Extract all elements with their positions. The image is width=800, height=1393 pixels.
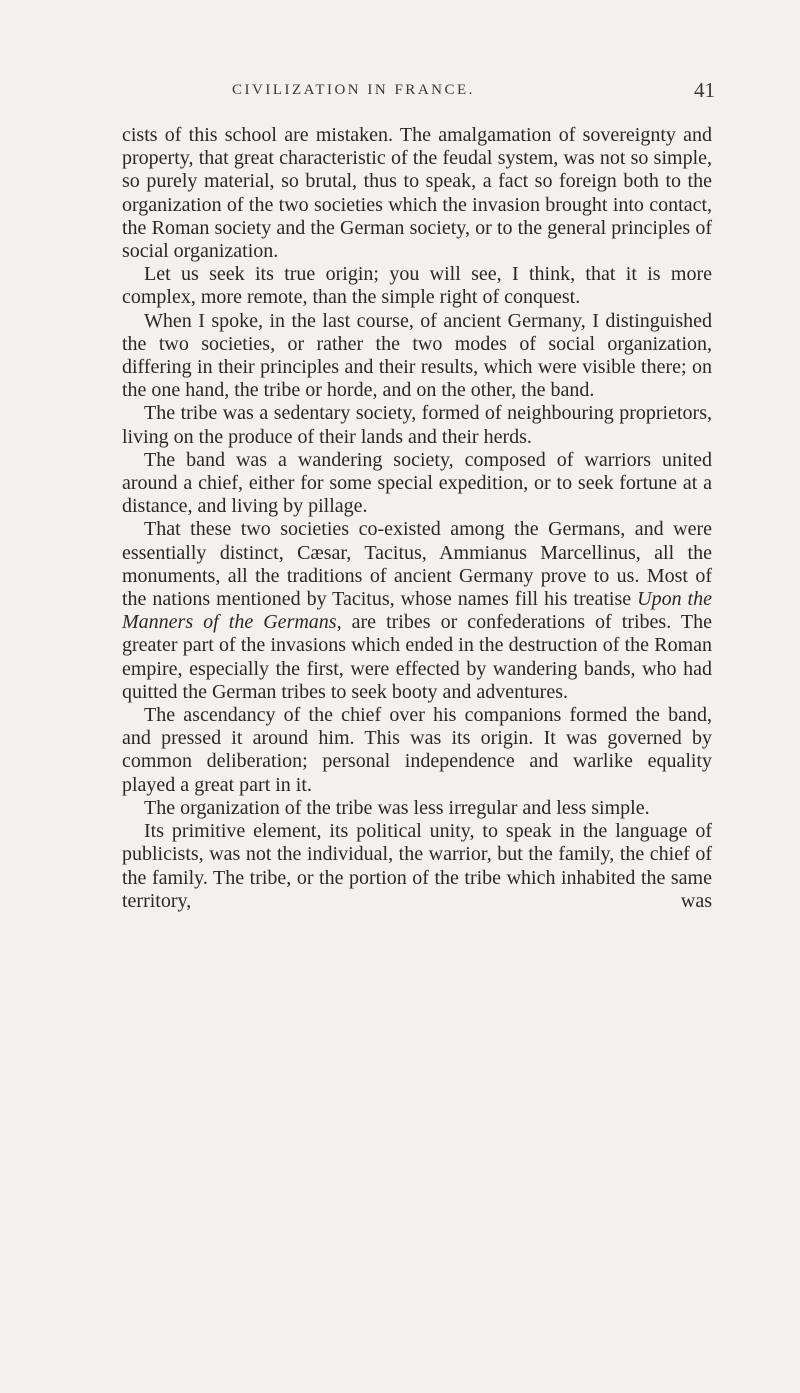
- paragraph: Its primitive element, its political unity, to speak in the language of publicists, was not the individual, the warrior, but the family, the chief of the family. The tribe, or the portion of the tribe which inhabited the same territory, was: [122, 820, 712, 912]
- running-head: [0, 78, 800, 108]
- paragraph: The ascendancy of the chief over his companions formed the band, and pressed it around him. This was its origin. It was governed by common deliberation; personal independence and warlike equality played a great part in it.: [122, 704, 712, 796]
- paragraph: Let us seek its true origin; you will see, I think, that it is more complex, more remote, than the simple right of conquest.: [122, 263, 712, 309]
- paragraph: The organization of the tribe was less irregular and less simple.: [144, 796, 650, 819]
- paragraph: [122, 518, 712, 704]
- paragraph: The tribe was a sedentary society, formed of neighbouring proprietors, living on the produce of their lands and their herds.: [122, 402, 712, 448]
- paragraph: When I spoke, in the last course, of ancient Germany, I distinguished the two societies, or rather the two modes of social organization, differing in their principles and their results, which were visible there; on the one hand, the tribe or horde, and on the other, the band.: [122, 309, 712, 402]
- body-text: [122, 124, 712, 913]
- paragraph-text: That these two societies co-existed among the Germans, and were essentially distinct, Cæsar, Tacitus, Ammianus Marcellinus, all the monuments, all the traditions of ancient Germany prove to us. Most of the nations mentioned by Tacitus, whose names fill his treatise: [122, 518, 712, 611]
- page-number: 41: [694, 78, 715, 102]
- paragraph: cists of this school are mistaken. The amalgamation of sovereignty and property, that great characteristic of the feudal system, was not so simple, so purely material, so brutal, thus to speak, a fact so foreign both to the organization of the two societies which the invasion brought into contact, the Roman society and the German society, or to the general principles of social organization.: [122, 124, 712, 263]
- paragraph: The band was a wandering society, composed of warriors united around a chief, either for some special expedition, or to seek fortune at a distance, and living by pillage.: [122, 448, 712, 518]
- running-title: CIVILIZATION IN FRANCE.: [232, 82, 475, 98]
- book-title: Upon the Manners of the Germans: [122, 588, 712, 634]
- paragraph-text: , are tribes or confederations of tribes. The greater part of the invasions which ended in the destruction of the Roman empire, especially the first, were effected by wandering bands, who had quitted the German tribes to seek booty and adventures.: [122, 611, 712, 703]
